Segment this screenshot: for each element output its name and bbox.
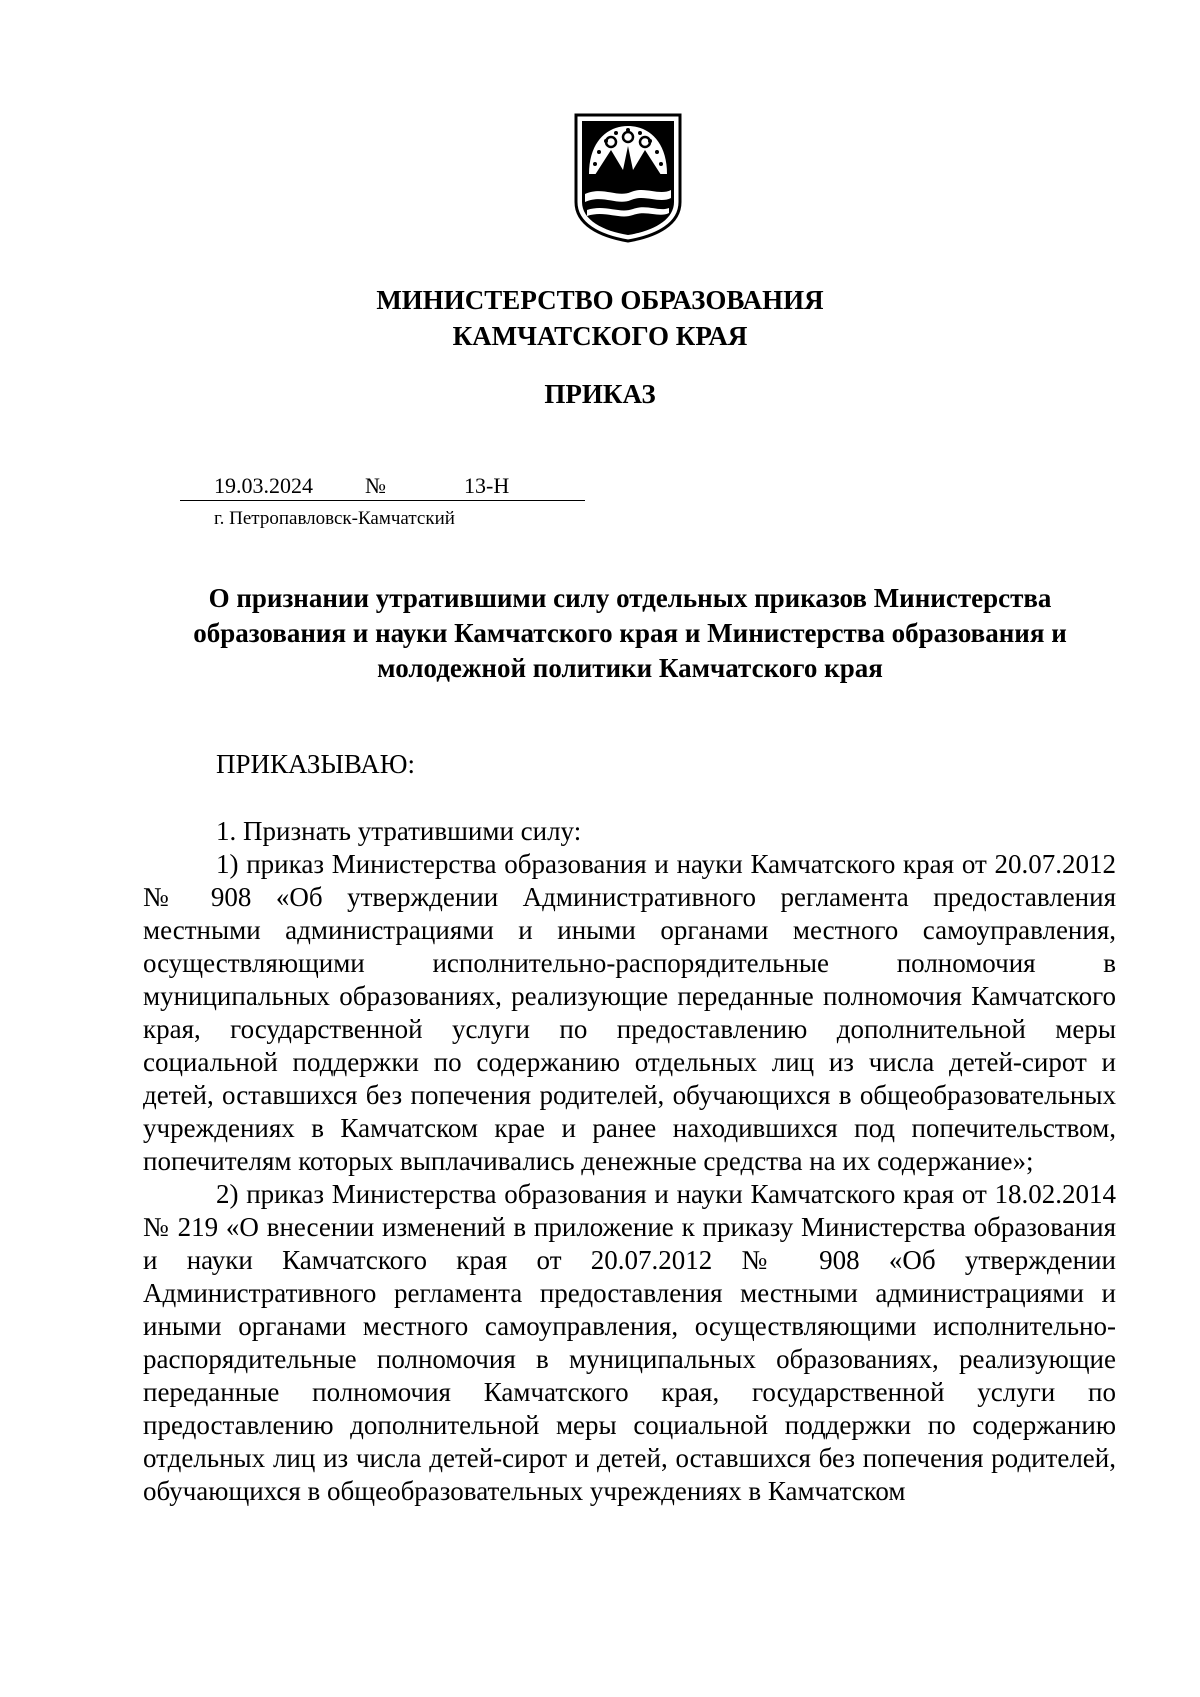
item-1-heading: 1. Признать утратившими силу: (216, 816, 582, 846)
order-date: 19.03.2024 (214, 473, 313, 498)
ministry-name-line1: МИНИСТЕРСТВО ОБРАЗОВАНИЯ (376, 285, 824, 315)
subitem-2: 2) приказ Министерства образования и науки Камчатского края от 18.02.2014 № 219 «О внесении изменений в приложение к приказу Министерства образования и науки Камчатского края от 20.07.2012 № 908 «Об утверждении Административного регламента предоставления местными администрациями и иными органами местного самоуправления, осуществляющими исполнительно-распорядительные полномочия в муниципальных образованиях, реализующие переданные полномочия Камчатского края, государственной услуги по предоставлению дополнительной меры социальной поддержки по содержанию отдельных лиц из числа детей-сирот и детей, оставшихся без попечения родителей, обучающихся в общеобразовательных учреждениях в Камчатском (143, 1179, 1116, 1506)
number-sign: № (365, 473, 386, 498)
registration-underline (180, 500, 585, 501)
ministry-name-line2: КАМЧАТСКОГО КРАЯ (452, 321, 748, 351)
document-title-line1: О признании утратившими силу отдельных приказов Министерства (208, 583, 1052, 613)
document-body (143, 815, 1116, 1508)
document-title (150, 581, 1110, 686)
ministry-name (0, 282, 1200, 354)
city-of-issue: г. Петропавловск-Камчатский (214, 508, 455, 529)
document-title-line2: образования и науки Камчатского края и Министерства образования и (193, 618, 1067, 648)
order-number: 13-Н (464, 473, 510, 498)
order-verb: ПРИКАЗЫВАЮ: (216, 749, 415, 779)
kamchatka-coat-of-arms-icon (573, 112, 683, 244)
document-title-line3: молодежной политики Камчатского края (377, 653, 883, 683)
subitem-1: 1) приказ Министерства образования и науки Камчатского края от 20.07.2012 № 908 «Об утверждении Административного регламента предоставления местными администрациями и иными органами местного самоуправления, осуществляющими исполнительно-распорядительные полномочия в муниципальных образованиях, реализующие переданные полномочия Камчатского края, государственной услуги по предоставлению дополнительной меры социальной поддержки по содержанию отдельных лиц из числа детей-сирот и детей, оставшихся без попечения родителей, обучающихся в общеобразовательных учреждениях в Камчатском крае и ранее находившихся под попечительством, попечителям которых выплачивались денежные средства на их содержание»; (143, 849, 1116, 1176)
document-type: ПРИКАЗ (544, 379, 656, 409)
